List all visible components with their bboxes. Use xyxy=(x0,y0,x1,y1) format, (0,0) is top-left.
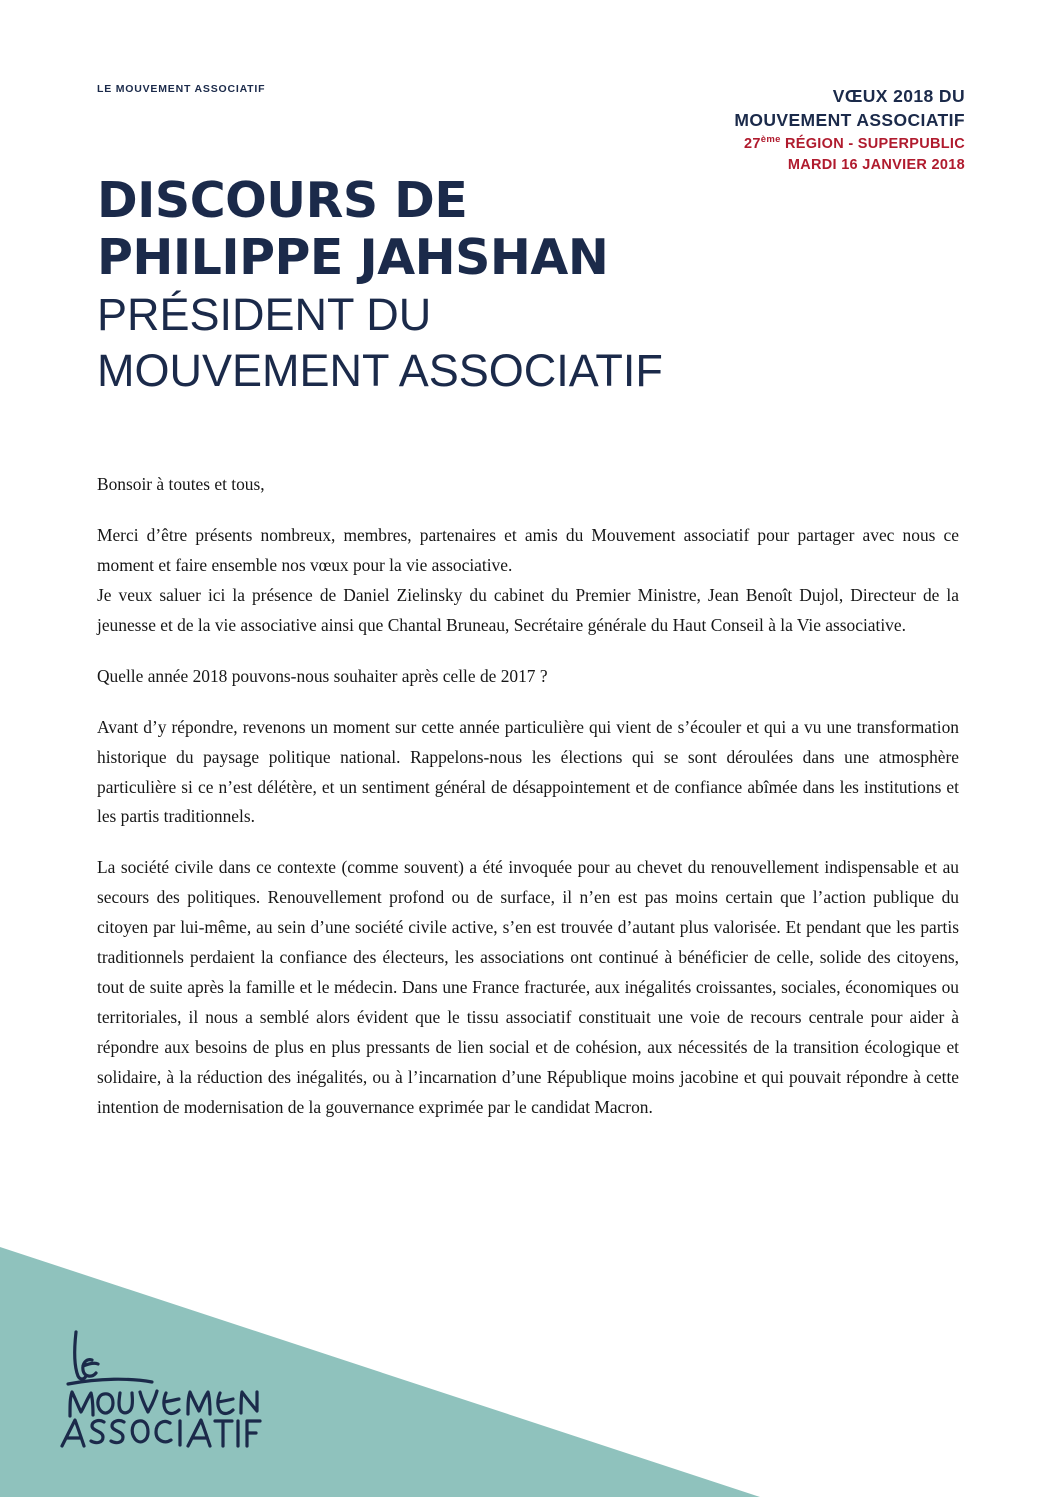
header-event-line-4: MARDI 16 JANVIER 2018 xyxy=(787,156,965,173)
page-title xyxy=(97,172,977,399)
title-line-2: PHILIPPE JAHSHAN xyxy=(97,229,609,287)
title-line-4: MOUVEMENT ASSOCIATIF xyxy=(97,344,663,396)
header-event-line-3-number: 27 xyxy=(744,136,761,153)
document-body xyxy=(97,470,959,1144)
paragraph-retrospective: Avant d’y répondre, revenons un moment sur cette année particulière qui vient de s’écouler et qui a vu une transformation historique du paysage politique national. Rappelons-nous les élections qui se sont déroulées dans une atmosphère particulière si ce n’est délétère, et un sentiment général de désappointement et de confiance abîmée dans les institutions et les partis traditionnels. xyxy=(97,716,959,827)
paragraph-civil-society: La société civile dans ce contexte (comme souvent) a été invoquée pour au chevet du renouvellement indispensable et au secours des politiques. Renouvellement profond ou de surface, il n’en est pas moins certain que l’action publique du citoyen par lui-même, au sein d’une société civile active, s’en est trouvée d’autant plus valorisée. Et pendant que les partis traditionnels perdaient la confiance des électeurs, les associations ont continué à bénéficier de celle, solide des citoyens, tout de suite après la famille et le médecin. Dans une France fracturée, aux inégalités croissantes, sociales, économiques ou territoriales, il nous a semblé alors évident que le tissu associatif constituait une voie de recours centrale pour aider à répondre aux besoins de plus en plus pressants de lien social et de cohésion, aux nécessités de la transition écologique et solidaire, à la réduction des inégalités, ou à l’incarnation d’une République moins jacobine et qui pouvait répondre à cette intention de modernisation de la gouvernance exprimée par le candidat Macron. xyxy=(97,857,959,1117)
mouvement-associatif-logo xyxy=(52,1320,262,1450)
paragraph-greeting: Bonsoir à toutes et tous, xyxy=(97,474,265,494)
header-event-line-3-rest: RÉGION - SUPERPUBLIC xyxy=(780,136,965,153)
header-event-line-2: MOUVEMENT ASSOCIATIF xyxy=(734,109,965,130)
paragraph-greetings-guests: Je veux saluer ici la présence de Daniel Zielinsky du cabinet du Premier Ministre, Jean Benoît Dujol, Directeur de la jeunesse et de la vie associative ainsi que Chantal Bruneau, Secrétaire générale du Haut Conseil à la Vie associative. xyxy=(97,584,959,635)
paragraph-question: Quelle année 2018 pouvons-nous souhaiter après celle de 2017 ? xyxy=(97,665,548,686)
header-event-block xyxy=(734,85,965,175)
header-org-label: LE MOUVEMENT ASSOCIATIF xyxy=(97,83,266,95)
title-line-1: DISCOURS DE xyxy=(97,172,468,229)
header-event-line-3-suffix: ème xyxy=(760,134,781,146)
header-event-line-3 xyxy=(734,134,965,154)
header-event-line-1: VŒUX 2018 DU xyxy=(832,86,965,106)
paragraph-thanks: Merci d’être présents nombreux, membres, partenaires et amis du Mouvement associatif pour partager avec nous ce moment et faire ensemble nos vœux pour la vie associative. xyxy=(97,524,959,575)
title-line-3: PRÉSIDENT DU xyxy=(97,288,432,340)
